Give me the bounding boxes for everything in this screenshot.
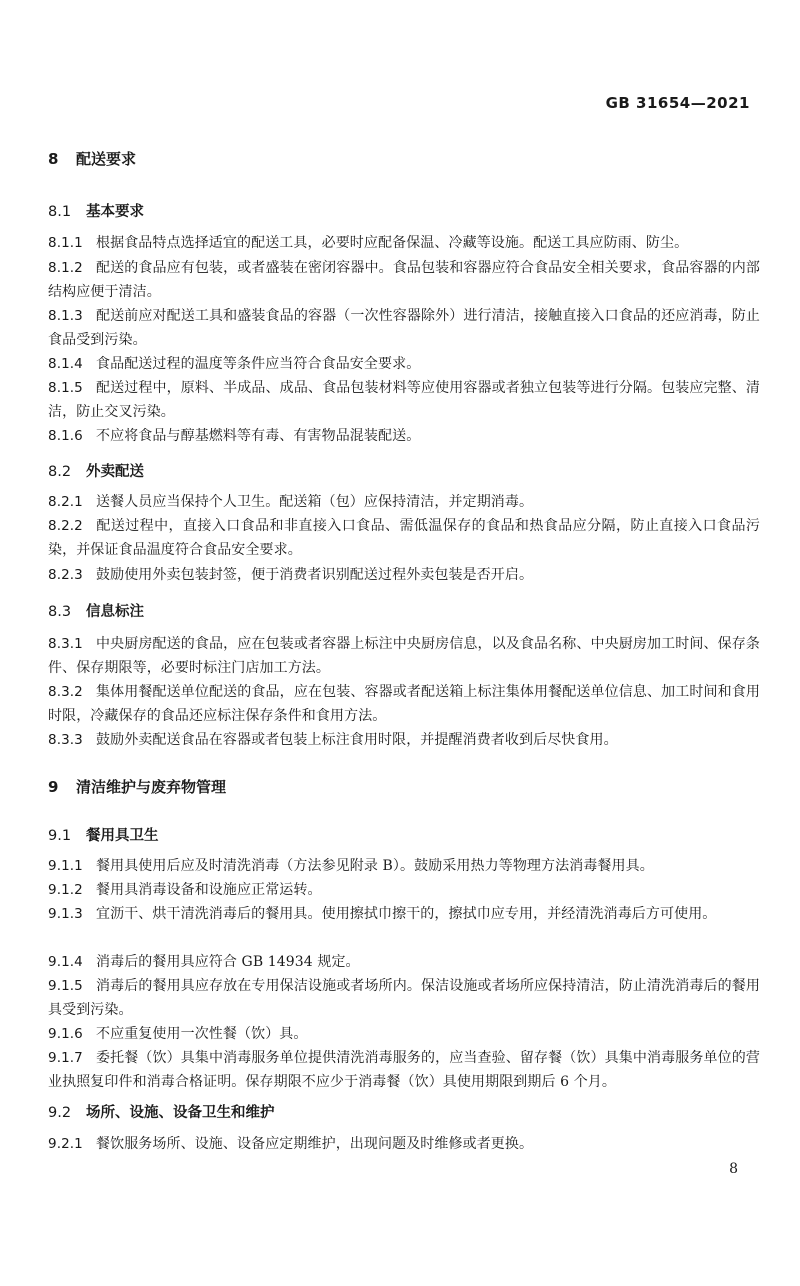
section-heading-9 bbox=[48, 776, 226, 797]
subsection-title: 信息标注 bbox=[86, 604, 144, 620]
subsection-number: 8.3 bbox=[48, 604, 72, 620]
subsection-title: 餐用具卫生 bbox=[86, 828, 159, 844]
clause-8-1-4 bbox=[48, 352, 760, 376]
clause-text: 配送过程中，直接入口食品和非直接入口食品、需低温保存的食品和热食品应分隔，防止直接入口食品污染，并保证食品温度符合食品安全要求。 bbox=[48, 518, 760, 558]
subsection-number: 8.2 bbox=[48, 464, 72, 480]
section-title: 清洁维护与废弃物管理 bbox=[76, 778, 227, 796]
clause-number: 8.1.1 bbox=[48, 235, 83, 251]
subsection-heading-8-3 bbox=[48, 600, 144, 621]
clause-text: 配送过程中，原料、半成品、成品、食品包装材料等应使用容器或者独立包装等进行分隔。包装应完整、清洁，防止交叉污染。 bbox=[48, 380, 760, 420]
clause-number: 9.1.6 bbox=[48, 1026, 83, 1042]
clause-8-3-2 bbox=[48, 680, 760, 728]
section-title: 配送要求 bbox=[76, 150, 137, 168]
clause-number: 8.3.1 bbox=[48, 636, 83, 652]
clause-9-1-2 bbox=[48, 878, 760, 902]
clause-number: 9.2.1 bbox=[48, 1136, 83, 1152]
clause-text: 餐用具消毒设备和设施应正常运转。 bbox=[96, 882, 322, 898]
clause-text: 消毒后的餐用具应存放在专用保洁设施或者场所内。保洁设施或者场所应保持清洁，防止清洗消毒后的餐用具受到污染。 bbox=[48, 978, 760, 1018]
subsection-heading-8-2 bbox=[48, 460, 144, 481]
clause-number: 8.1.3 bbox=[48, 308, 83, 324]
clause-text: 委托餐（饮）具集中消毒服务单位提供清洗消毒服务的，应当查验、留存餐（饮）具集中消毒服务单位的营业执照复印件和消毒合格证明。保存期限不应少于消毒餐（饮）具使用期限到期后 6 个月。 bbox=[48, 1050, 760, 1090]
clause-text: 餐饮服务场所、设施、设备应定期维护，出现问题及时维修或者更换。 bbox=[96, 1136, 534, 1152]
clause-text: 宜沥干、烘干清洗消毒后的餐用具。使用擦拭巾擦干的，擦拭巾应专用，并经清洗消毒后方可使用。 bbox=[96, 906, 717, 922]
section-heading-8 bbox=[48, 148, 136, 169]
clause-8-1-2 bbox=[48, 256, 760, 304]
clause-8-2-1 bbox=[48, 490, 760, 514]
section-number: 8 bbox=[48, 150, 59, 168]
clause-number: 8.2.1 bbox=[48, 494, 83, 510]
clause-9-1-5 bbox=[48, 974, 760, 1022]
clause-8-1-3 bbox=[48, 304, 760, 352]
clause-text: 配送的食品应有包装，或者盛装在密闭容器中。食品包装和容器应符合食品安全相关要求，食品容器的内部结构应便于清洁。 bbox=[48, 260, 760, 300]
clause-9-2-1 bbox=[48, 1132, 760, 1156]
clause-9-1-3 bbox=[48, 902, 760, 926]
clause-text: 餐用具使用后应及时清洗消毒（方法参见附录 B）。鼓励采用热力等物理方法消毒餐用具。 bbox=[96, 858, 654, 874]
subsection-heading-8-1 bbox=[48, 200, 144, 221]
clause-text: 食品配送过程的温度等条件应当符合食品安全要求。 bbox=[96, 356, 421, 372]
subsection-number: 9.2 bbox=[48, 1105, 72, 1121]
clause-number: 8.2.2 bbox=[48, 518, 83, 534]
section-number: 9 bbox=[48, 778, 59, 796]
clause-text: 不应将食品与醇基燃料等有毒、有害物品混装配送。 bbox=[96, 428, 421, 444]
subsection-title: 外卖配送 bbox=[86, 464, 144, 480]
clause-9-1-4 bbox=[48, 950, 760, 974]
subsection-number: 9.1 bbox=[48, 828, 72, 844]
clause-8-3-1 bbox=[48, 632, 760, 680]
clause-text: 消毒后的餐用具应符合 GB 14934 规定。 bbox=[96, 954, 360, 970]
clause-text: 中央厨房配送的食品，应在包装或者容器上标注中央厨房信息，以及食品名称、中央厨房加工时间、保存条件、保存期限等，必要时标注门店加工方法。 bbox=[48, 636, 760, 676]
clause-number: 9.1.2 bbox=[48, 882, 83, 898]
clause-number: 8.3.3 bbox=[48, 732, 83, 748]
clause-8-1-1 bbox=[48, 231, 760, 255]
clause-9-1-7 bbox=[48, 1046, 760, 1094]
clause-text: 鼓励使用外卖包装封签，便于消费者识别配送过程外卖包装是否开启。 bbox=[96, 567, 534, 583]
clause-text: 鼓励外卖配送食品在容器或者包装上标注食用时限，并提醒消费者收到后尽快食用。 bbox=[96, 732, 618, 748]
subsection-number: 8.1 bbox=[48, 204, 72, 220]
clause-8-1-6 bbox=[48, 424, 760, 448]
clause-text: 送餐人员应当保持个人卫生。配送箱（包）应保持清洁，并定期消毒。 bbox=[96, 494, 534, 510]
clause-text: 配送前应对配送工具和盛装食品的容器（一次性容器除外）进行清洁，接触直接入口食品的还应消毒，防止食品受到污染。 bbox=[48, 308, 760, 348]
clause-9-1-6 bbox=[48, 1022, 760, 1046]
clause-9-1-1 bbox=[48, 854, 760, 878]
clause-number: 8.2.3 bbox=[48, 567, 83, 583]
clause-number: 9.1.4 bbox=[48, 954, 83, 970]
clause-number: 9.1.7 bbox=[48, 1050, 83, 1066]
clause-8-1-5 bbox=[48, 376, 760, 424]
clause-number: 8.1.6 bbox=[48, 428, 83, 444]
clause-8-2-2 bbox=[48, 514, 760, 562]
subsection-title: 场所、设施、设备卫生和维护 bbox=[86, 1105, 275, 1121]
clause-8-2-3 bbox=[48, 563, 760, 587]
subsection-title: 基本要求 bbox=[86, 204, 144, 220]
clause-number: 9.1.3 bbox=[48, 906, 83, 922]
subsection-heading-9-1 bbox=[48, 824, 159, 845]
page-number: 8 bbox=[729, 1161, 738, 1177]
clause-8-3-3 bbox=[48, 728, 760, 752]
subsection-heading-9-2 bbox=[48, 1101, 275, 1122]
clause-number: 9.1.1 bbox=[48, 858, 83, 874]
clause-number: 8.1.4 bbox=[48, 356, 83, 372]
clause-number: 9.1.5 bbox=[48, 978, 83, 994]
clause-number: 8.1.5 bbox=[48, 380, 83, 396]
clause-text: 根据食品特点选择适宜的配送工具，必要时应配备保温、冷藏等设施。配送工具应防雨、防尘。 bbox=[96, 235, 689, 251]
clause-number: 8.1.2 bbox=[48, 260, 83, 276]
clause-text: 不应重复使用一次性餐（饮）具。 bbox=[96, 1026, 308, 1042]
clause-text: 集体用餐配送单位配送的食品，应在包装、容器或者配送箱上标注集体用餐配送单位信息、加工时间和食用时限，冷藏保存的食品还应标注保存条件和食用方法。 bbox=[48, 684, 760, 724]
clause-number: 8.3.2 bbox=[48, 684, 83, 700]
standard-code: GB 31654—2021 bbox=[605, 94, 750, 112]
